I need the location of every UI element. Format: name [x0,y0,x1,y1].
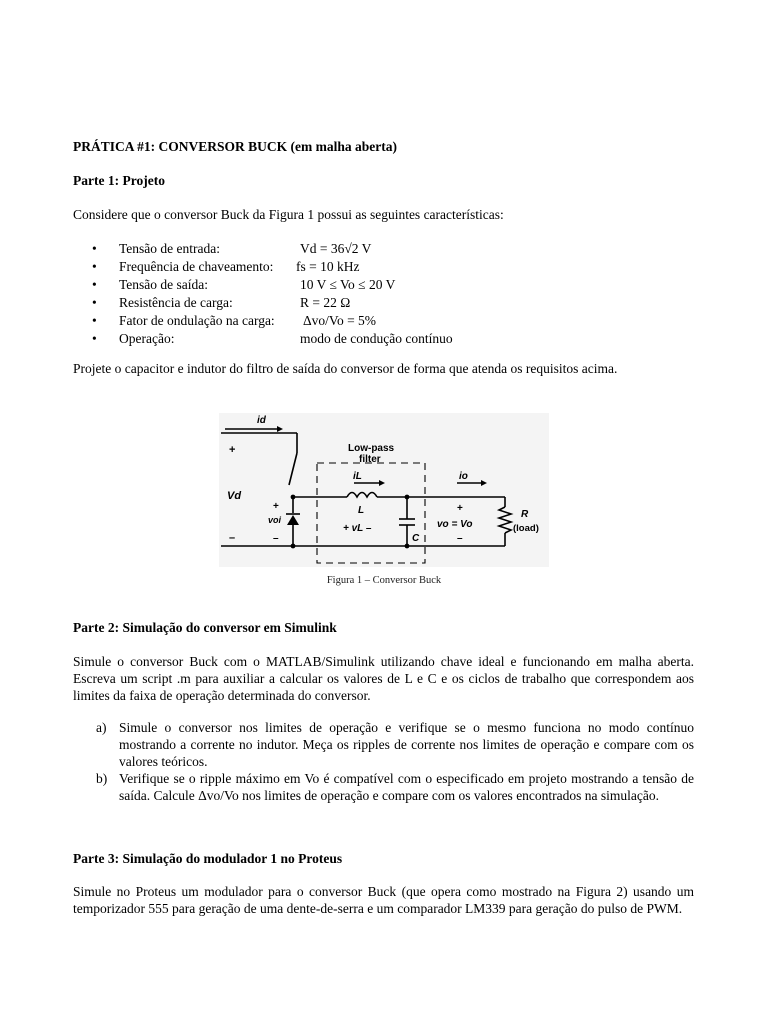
part3-intro: Simule no Proteus um modulador para o conversor Buck (que opera como mostrado na Figura 2) usando um temporizador 555 para geração de uma dente-de-serra e um comparador LM339 para geração do pulso de PWM. [73,884,694,916]
plus-sign: + [457,503,463,514]
spec-label: Frequência de chaveamento: [119,259,274,274]
spec-label: Fator de ondulação na carga: [119,313,275,328]
filter-label-line1: Low-pass [348,443,395,454]
filter-label-line2: filter [359,454,381,465]
capacitor-label: C [412,533,420,544]
spec-value: Vd = 36√2 V [300,241,372,256]
inductor-label: L [358,505,365,516]
spec-value: modo de condução contínuo [300,331,453,346]
part2-intro: Simule o conversor Buck com o MATLAB/Simulink utilizando chave ideal e funcionando em malha aberta. Escreva um script .m para auxiliar a calcular os valores de L e C e os ciclos de trabalho que correspondem aos limites da faixa de operação determinada do conversor. [73,654,694,703]
vd-label: Vd [227,490,242,502]
bullet-icon: • [92,313,97,328]
part1-intro: Considere que o conversor Buck da Figura 1 possui as seguintes características: [73,207,504,222]
minus-sign: – [273,533,279,544]
bullet-icon: • [92,277,97,292]
bullet-icon: • [92,295,97,310]
figure1-caption: Figura 1 – Conversor Buck [326,575,442,586]
buck-circuit-diagram [219,413,549,567]
list-item-text: Simule o conversor nos limites de operação e verifique se o mesmo funciona no modo contínuo mostrando a corrente no indutor. Meça os ripples de corrente nos limites de operação e compare com os valores teóricos. [119,720,694,769]
part1-heading: Parte 1: Projeto [73,173,165,188]
bullet-icon: • [92,259,97,274]
spec-label: Tensão de entrada: [119,241,221,256]
part3-heading: Parte 3: Simulação do modulador 1 no Proteus [73,851,343,866]
spec-value: fs = 10 kHz [296,259,360,274]
list-item-text: Verifique se o ripple máximo em Vo é compatível com o especificado em projeto mostrando a tensão de saída. Calcule Δvo/Vo nos limites de operação e compare com os valores encontrados na simulação. [119,771,694,803]
part2-heading: Parte 2: Simulação do conversor em Simulink [73,620,337,635]
voi-label: voi [268,515,282,525]
vo-label: vo = Vo [437,519,473,530]
part1-task: Projete o capacitor e indutor do filtro de saída do conversor de forma que atenda os requisitos acima. [73,361,618,376]
spec-value: 10 V ≤ Vo ≤ 20 V [300,277,396,292]
spec-label: Tensão de saída: [119,277,209,292]
id-label: id [257,415,266,426]
plus-sign: + [229,444,236,456]
spec-label: Resistência de carga: [119,295,233,310]
spec-value: Δvo/Vo = 5% [303,313,377,328]
minus-sign: – [229,532,236,544]
plus-sign: + [273,501,279,512]
bullet-icon: • [92,331,97,346]
resistor-label: R [521,509,529,520]
minus-sign: – [457,533,463,544]
list-marker: a) [96,720,107,735]
list-marker: b) [96,771,108,786]
page-title: PRÁTICA #1: CONVERSOR BUCK (em malha aberta) [73,139,397,154]
spec-value: R = 22 Ω [300,295,351,310]
il-label: iL [353,471,362,482]
spec-label: Operação: [119,331,175,346]
load-label: (load) [513,523,539,534]
vl-label: + vL – [343,523,372,534]
bullet-icon: • [92,241,97,256]
io-label: io [459,471,468,482]
buck-converter-figure [219,413,549,567]
